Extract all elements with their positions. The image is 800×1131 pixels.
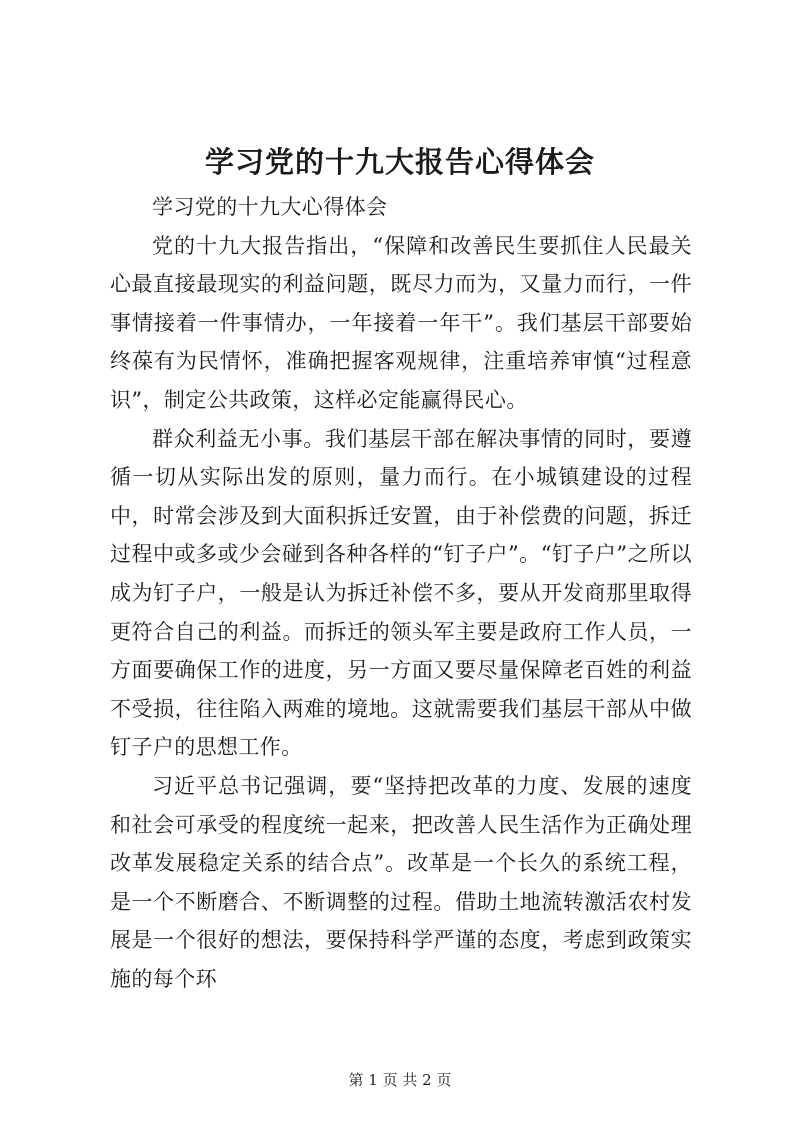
document-subtitle: 学习党的十九大心得体会 xyxy=(152,195,388,219)
document-body xyxy=(110,188,692,998)
paragraph-3: 习近平总书记强调，要“坚持把改革的力度、发展的速度和社会可承受的程度统一起来，把改善人民生活作为正确处理改革发展稳定关系的结合点”。改革是一个长久的系统工程，是一个不断磨合、不断调整的过程。借助土地流转激活农村发展是一个很好的想法，要保持科学严谨的态度，考虑到政策实施的每个环 xyxy=(110,773,692,991)
paragraph-1: 党的十九大报告指出，“保障和改善民生要抓住人民最关心最直接最现实的利益问题，既尽力而为，又量力而行，一件事情接着一件事情办，一年接着一年干”。我们基层干部要始终葆有为民情怀，准确把握客观规律，注重培养审慎“过程意识”，制定公共政策，这样必定能赢得民心。 xyxy=(110,233,692,412)
page-number-footer: 第 1 页 共 2 页 xyxy=(348,1071,452,1089)
document-title: 学习党的十九大报告心得体会 xyxy=(204,145,595,179)
paragraph-2: 群众利益无小事。我们基层干部在解决事情的同时，要遵循一切从实际出发的原则，量力而行。在小城镇建设的过程中，时常会涉及到大面积拆迁安置，由于补偿费的问题，拆迁过程中或多或少会碰到各种各样的“钉子户”。“钉子户”之所以成为钉子户，一般是认为拆迁补偿不多，要从开发商那里取得更符合自己的利益。而拆迁的领头军主要是政府工作人员，一方面要确保工作的进度，另一方面又要尽量保障老百姓的利益不受损，往往陷入两难的境地。这就需要我们基层干部从中做钉子户的思想工作。 xyxy=(110,426,692,760)
